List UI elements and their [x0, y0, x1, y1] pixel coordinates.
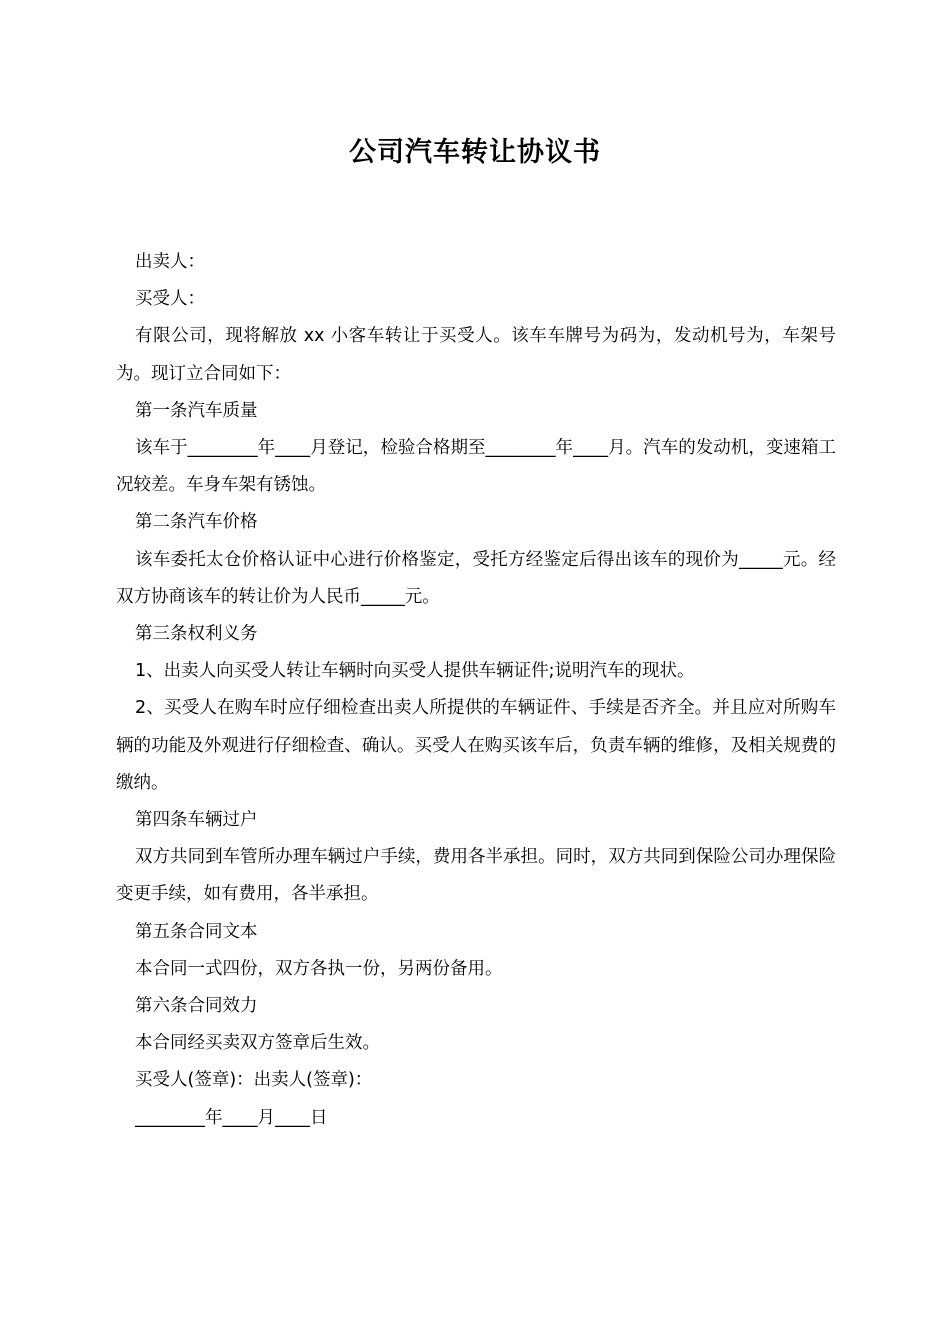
article-3-heading: 第三条权利义务 — [135, 624, 258, 645]
article-1-heading: 第一条汽车质量 — [135, 400, 258, 421]
buyer-line: 买受人： — [135, 289, 205, 310]
document-body — [116, 244, 836, 1137]
article-5-text: 本合同一式四份，双方各执一份，另两份备用。 — [135, 958, 503, 979]
article-4-text: 双方共同到车管所办理车辆过户手续，费用各半承担。同时，双方共同到保险公司办理保险变更手续，如有费用，各半承担。 — [116, 847, 836, 905]
date-line: ________年____月____日 — [135, 1107, 328, 1128]
article-6-heading: 第六条合同效力 — [135, 996, 258, 1017]
intro-paragraph: 有限公司，现将解放 xx 小客车转让于买受人。该车车牌号为码为，发动机号为，车架号为。现订立合同如下： — [116, 326, 836, 384]
article-5-heading: 第五条合同文本 — [135, 921, 258, 942]
article-6-text: 本合同经买卖双方签章后生效。 — [135, 1033, 380, 1054]
article-3-item-1: 1、出卖人向买受人转让车辆时向买受人提供车辆证件;说明汽车的现状。 — [135, 661, 695, 682]
article-2-heading: 第二条汽车价格 — [135, 512, 258, 533]
document-title: 公司汽车转让协议书 — [349, 137, 601, 168]
article-2-text: 该车委托太仓价格认证中心进行价格鉴定，受托方经鉴定后得出该车的现价为_____元。经双方协商该车的转让价为人民币_____元。 — [116, 549, 836, 607]
article-3-item-2: 2、买受人在购车时应仔细检查出卖人所提供的车辆证件、手续是否齐全。并且应对所购车辆的功能及外观进行仔细检查、确认。买受人在购买该车后，负责车辆的维修，及相关规费的缴纳。 — [116, 698, 836, 793]
seller-line: 出卖人： — [135, 252, 205, 272]
signature-line: 买受人(签章)：出卖人(签章)： — [135, 1070, 373, 1091]
article-1-text: 该车于________年____月登记，检验合格期至________年____月。汽车的发动机，变速箱工况较差。车身车架有锈蚀。 — [116, 438, 836, 496]
article-4-heading: 第四条车辆过户 — [135, 810, 258, 831]
